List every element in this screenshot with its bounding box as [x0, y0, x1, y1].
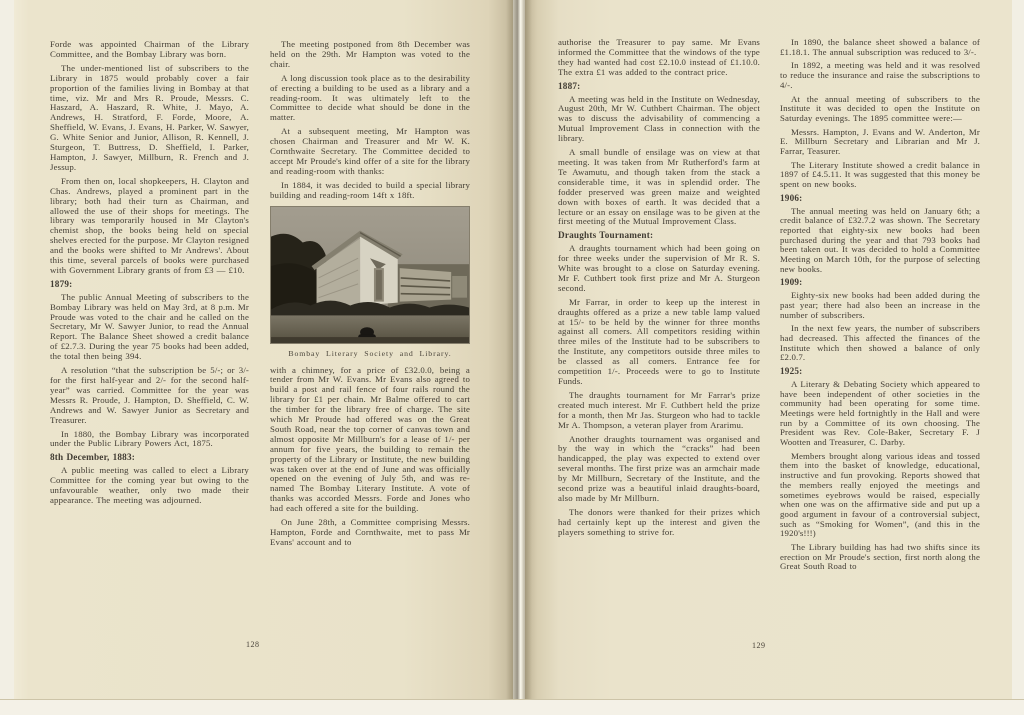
page-number-right: 129 [752, 641, 766, 650]
paragraph: Members brought along various ideas and tossed them into the basket of knowledge, educational, instructive and fun provoking. Reports showed that the members really enjoyed the meetings and sometimes eyebrows would be raised, especially when one was on the affirmative side and put up a good argument in favour of a controversial subject, such as “Smoking for Women”, (and this in the 1920's!!!) [780, 450, 980, 539]
section-heading-1906: 1906: [780, 192, 803, 203]
library-photo-figure [270, 206, 470, 359]
paragraph: In 1884, it was decided to build a special library building and reading-room 14ft x 18ft. [270, 179, 470, 200]
paragraph: A resolution “that the subscription be 5/-; or 3/- for the first half-year and 2/- for the second half-year” was carried. Committee for the year was Messrs R. Proude, J. Hampton, D. Sheffield, C. W. Andrews and W. Sawyer Junior as Secretary and Treasurer. [50, 365, 249, 425]
paragraph: Forde was appointed Chairman of the Library Committee, and the Bombay Library was born. [50, 40, 249, 59]
paragraph: From then on, local shopkeepers, H. Clayton and Chas. Andrews, played a prominent part in the library; both had their turn as Chairman, and allowed the use of their shops for meetings. The library was temporarily housed in Mr Clayton's chemist shop, the books being held on special shelves erected for the purpose. Mr Clayton resigned and the books were shifted to Mr Andrews'. About this time, several parcels of books were purchased with Government Library grants of from £3 — £10. [50, 175, 249, 275]
section-heading-8th-december-1883: 8th December, 1883: [50, 452, 136, 463]
paragraph: The draughts tournament for Mr Farrar's prize created much interest. Mr F. Cuthbert held the prize for a month, then Mr Jas. Sturgeon who had to tackle Mr A. Thompson, a veteran player from Ararimu. [558, 389, 760, 430]
paragraph: In 1890, the balance sheet showed a balance of £1.18.1. The annual subscription was reduced to 3/-. [780, 38, 980, 57]
section-heading-1887: 1887: [558, 80, 581, 91]
paragraph: The Library building has had two shifts since its erection on Mr Proude's section, first north along the Great South Road to [780, 542, 980, 572]
section-heading-1909: 1909: [780, 277, 803, 288]
paragraph: A meeting was held in the Institute on Wednesday, August 20th, Mr W. Cuthbert Chairman. The object was to discuss the advisability of commencing a Mutual Improvement Class in connection with the library. [558, 93, 760, 144]
paragraph: A draughts tournament which had been going on for three weeks under the supervision of Mr R. S. White was brought to a close on Saturday evening. Mr F. Cuthbert took first prize and Mr A. Sturgeon second. [558, 243, 760, 293]
paragraph: A public meeting was called to elect a Library Committee for the coming year but owing to the unfavourable weather, only two made their appearance. The meeting was adjourned. [50, 465, 249, 505]
paragraph: In 1892, a meeting was held and it was resolved to reduce the insurance and raise the subscriptions to 4/-. [780, 60, 980, 90]
paragraph: On June 28th, a Committee comprising Messrs. Hampton, Forde and Cornthwaite, met to pass Mr Evans' account and to [270, 517, 470, 547]
paragraph: Messrs. Hampton, J. Evans and W. Anderton, Mr E. Millburn Secretary and Librarian and Mr J. Farrar, Teasurer. [780, 126, 980, 157]
right-page-column-2 [780, 38, 980, 646]
paragraph: A long discussion took place as to the desirability of erecting a building to be used as a library and a reading-room. It was ultimately left to the Committee to decide what should be done in the matter. [270, 72, 470, 123]
paragraph: Mr Farrar, in order to keep up the interest in draughts offered as a prize a new table lamp valued at 15/- to be held by the winner for three months against all comers. All competitors residing within three miles of the Institute had to be subscribers to the Institute, any competitors outside three miles to be classed as all comers. Entrance fee for competition 1/-. Proceeds were to go to Institute Funds. [558, 296, 760, 386]
paragraph: authorise the Treasurer to pay same. Mr Evans informed the Committee that the windows of the type they had wanted had cost £2.10.0 instead of £1.10.0. The extra £1 was added to the contract price. [558, 38, 760, 77]
paragraph: Another draughts tournament was organised and by the way in which the “cracks” had been handicapped, the play was expected to extend over several months. The first prize was an armchair made by Mr Millburn, Secretary of the Institute, and the second prize was a beautiful inlaid draughts-board, also made by Mr Millburn. [558, 433, 760, 503]
section-heading-draughts-tournament: Draughts Tournament: [558, 230, 654, 241]
left-page-column-1 [50, 40, 249, 606]
library-photo-illustration [271, 207, 469, 343]
paragraph: At a subsequent meeting, Mr Hampton was chosen Chairman and Treasurer and Mr W. K. Cornthwaite Secretary. The Committee decided to accept Mr Proude's kind offer of a site for the library and reading-room with thanks: [270, 126, 470, 176]
paragraph: In the next few years, the number of subscribers had decreased. This affected the finances of the Institute which then showed a balance of only £2.0.7. [780, 323, 980, 363]
right-page-column-1 [558, 38, 760, 644]
photo-caption: Bombay Literary Society and Library. [288, 348, 452, 358]
left-page-column-2 [270, 40, 470, 640]
paragraph: The donors were thanked for their prizes which had certainly kept up the interest and given the players something to strive for. [558, 506, 760, 537]
paragraph: A small bundle of ensilage was on view at that meeting. It was taken from Mr Rutherford's farm at Te Awamutu, and though taken from the stack a considerable time, it was in splendid order. The fodder preserved was green maize and weighted down with boxes of earth. It was decided that a lecture or an essay on ensilage was to be given at the first meeting of the Mutual Improvement Class. [558, 147, 760, 227]
paragraph: The Literary Institute showed a credit balance in 1897 of £4.5.11. It was suggested that this money be spent on new books. [780, 159, 980, 190]
paragraph: The annual meeting was held on January 6th; a credit balance of £32.7.2 was shown. The Secretary reported that eighty-six new books had been purchased during the year and that 793 books had been taken out. It was decided to hold a Committee Meeting on March 10th, for the purpose of selecting new books. [780, 205, 980, 274]
paragraph: The under-mentioned list of subscribers to the Library in 1875 would probably cover a fair proportion of the families living in Bombay at that time, viz. Mr and Mrs R. Proude, Messrs. C. Haszard, A. Haszard, R. White, J. Mayo, A. Andrews, H. Stratford, F. Forde, Moore, A. Sheffield, W. Evans, J. Evans, H. Parker, W. Sawyer, G. White Senior and Junior, Allison, R. Kennell, J. Sturgeon, T. Buttress, D. Sheffield, I. Parker, Hampton, J. Sawyer, Millburn, R. French and J. Jessup. [50, 62, 249, 172]
paragraph: with a chimney, for a price of £32.0.0, being a tender from Mr W. Evans. Mr Evans also agreed to build a post and rail fence of four rails round the library for £1 per chain. Mr Balme offered to cart the timber for the library free of charge. The site which Mr Proude had offered was on the Great South Road, near the top corner of canvas town and almost opposite Mr Millburn's for a lease of 1/- per annum for five years, the building to remain the property of the Library or Institute, the new building was taken over at the end of June and was officially opened on the evening of July 5th, and was re-named The Bombay Literary Institute. A vote of thanks was accorded Messrs. Forde and Jones who had each offered a site for the building. [270, 364, 470, 514]
section-heading-1879: 1879: [50, 278, 73, 289]
paragraph: At the annual meeting of subscribers to the Institute it was decided to open the Institute on Saturday evenings. The 1895 committee were:— [780, 93, 980, 123]
section-heading-1925: 1925: [780, 366, 803, 377]
page-number-left: 128 [246, 640, 260, 649]
paragraph: A Literary & Debating Society which appeared to have been independent of other societies in the community had been operating for some time. Meetings were held fortnightly in the Hall and were run by a Committee of its own choosing. The President was Rev. Cole-Baker, Secretary F. J Wootten and Treasurer, C. Darby. [780, 378, 980, 448]
page-bottom-edge [0, 699, 1024, 715]
paragraph: The meeting postponed from 8th December was held on the 29th. Mr Hampton was voted to the chair. [270, 40, 470, 69]
library-building-photo [270, 206, 470, 344]
paragraph: The public Annual Meeting of subscribers to the Bombay Library was held on May 3rd, at 8 p.m. Mr Proude was voted to the chair and he called on the Secretary, Mr W. Sawyer Junior, to read the Annual Report. The Balance Sheet showed a credit balance of £2.7.3. During the year 75 books had been added, the total then being 394. [50, 291, 249, 362]
paragraph: In 1880, the Bombay Library was incorporated under the Public Library Powers Act, 1875. [50, 428, 249, 449]
paragraph: Eighty-six new books had been added during the past year; there had also been an increase in the number of subscribers. [780, 290, 980, 320]
